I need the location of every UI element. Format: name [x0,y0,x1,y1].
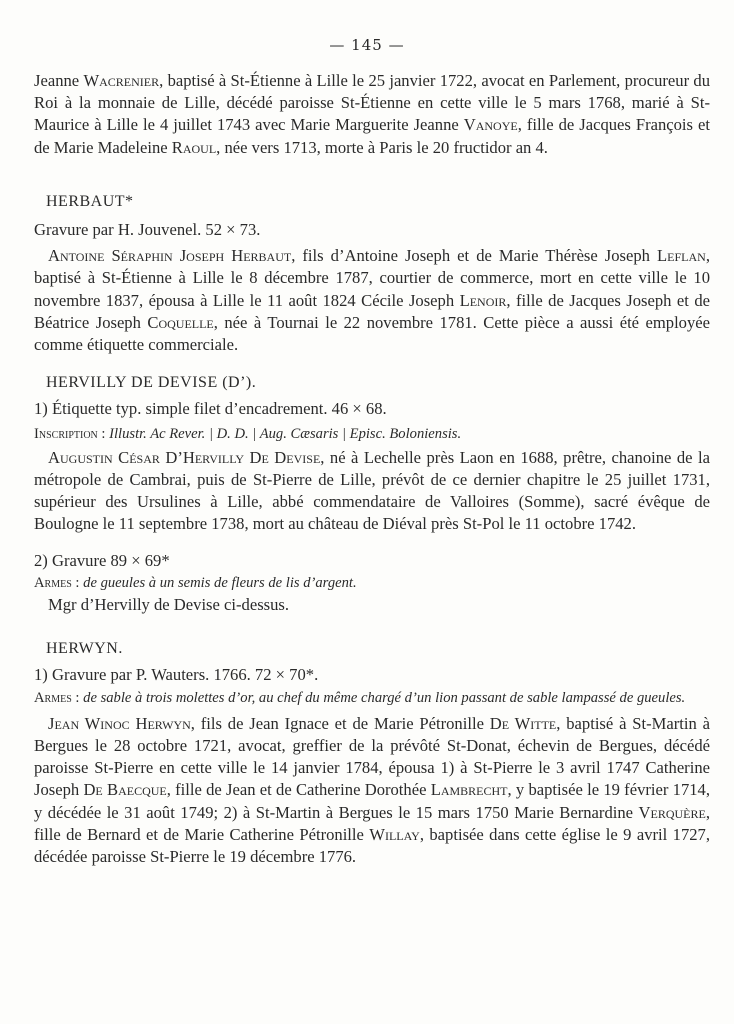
text-run: , baptisé à St-Étienne à Lille le 25 janvier 1722, avocat en Parlement, procureur du Roi à la monnaie de Lille, décédé paroisse St-Étienne en cette ville le 5 mars 1768, marié à St-Maurice à Lille le 4 juillet 1743 avec Marie Marguerite Jeanne [34,71,710,135]
surname: Leflan [657,246,706,266]
entry-heading-herbaut: HERBAUT* [46,192,134,210]
hervilly-item-1: 1) Étiquette typ. simple filet d’encadrement. 46 × 68. [34,399,387,419]
surname: Lenoir [459,290,507,310]
surname: De Baecque [83,780,167,800]
text-run: , fils de Jean Ignace et de Marie Pétronille [190,713,490,733]
herbaut-gravure: Gravure par H. Jouvenel. 52 × 73. [34,220,261,240]
surname: De Witte [489,713,557,733]
herbaut-biography [34,245,710,356]
text-run: , baptisée dans cette église le 9 avril 1727, décédée paroisse St-Pierre le 19 décembre 1776. [34,824,710,867]
text-run: , fils d’Antoine Joseph et de Marie Thérèse Joseph [291,246,658,266]
text-run: , fille de Bernard et de Marie Catherine Pétronille [34,802,710,844]
entry-heading-herwyn: HERWYN. [46,640,123,658]
separator: : [97,425,110,442]
text-run: , y baptisée le 19 février 1714, y décédée le 31 août 1749; 2) à St-Martin à Bergues le 15 mars 1750 Marie Bernardine [34,780,710,822]
hervilly-armes [34,572,710,594]
person-name: Jean Winoc Herwyn [48,713,191,733]
armes-text: de sable à trois molettes d’or, au chef du même chargé d’un lion passant de sable lampassé de gueules. [83,689,686,706]
herwyn-biography [34,713,710,868]
hervilly-biography [34,447,710,536]
text-run: , née vers 1713, morte à Paris le 20 fructidor an 4. [216,137,548,157]
hervilly-inscription [34,423,710,445]
surname: Verquère [638,802,706,822]
text-run: , née à Tournai le 22 novembre 1781. Cette pièce a aussi été employée comme étiquette commerciale. [34,312,711,355]
text-run: Jeanne [34,71,84,90]
separator: : [71,689,84,706]
text-run: , baptisé à St-Martin à Bergues le 28 octobre 1721, avocat, greffier de la prévôté St-Donat, échevin de Bergues, décédé paroisse St-Pierre en cette ville le 14 janvier 1784, épousa 1) à St-Pierre le 3 avril 1747 Catherine Joseph [34,713,710,800]
surname: Raoul [171,137,217,157]
page-content [34,70,710,868]
text-run: , fille de Jacques Joseph et de Béatrice Joseph [34,290,710,332]
surname: Lambrecht [430,780,508,800]
text-run: , né à Lechelle près Laon en 1688, prêtre, chanoine de la métropole de Cambrai, puis de St-Pierre de Lille, prévôt de ce dernier chapitre le 25 juillet 1731, supérieur des Ursulines à Lille, abbé commendataire de Valloires (Somme), sacré évêque de Boulogne le 11 septembre 1738, mort au château de Diéval près St-Pol le 11 octobre 1742. [34,447,710,534]
intro-paragraph [34,70,710,159]
surname: Vanoye [463,115,518,135]
surname: Coquelle [147,312,214,332]
person-name: Augustin César D’Hervilly De Devise [48,447,321,467]
surname: Willay [369,824,420,844]
text-run: , fille de Jean et de Catherine Dorothée [166,780,431,800]
herwyn-armes [34,687,710,709]
surname: Wacrenier [83,71,160,90]
text-run: , fille de Jacques François et de Marie Madeleine [34,115,710,157]
separator: : [71,574,84,591]
armes-label: Armes [34,574,72,591]
entry-heading-hervilly: HERVILLY DE DEVISE (D’). [46,374,257,392]
person-name: Antoine Séraphin Joseph Herbaut [48,246,292,266]
inscription-text: Illustr. Ac Rever. | D. D. | Aug. Cæsaris | Episc. Boloniensis. [109,425,462,442]
armes-label: Armes [34,689,72,706]
armes-text: de gueules à un semis de fleurs de lis d’argent. [83,574,357,591]
herwyn-item-1: 1) Gravure par P. Wauters. 1766. 72 × 70*. [34,665,319,685]
hervilly-note: Mgr d’Hervilly de Devise ci-dessus. [48,595,290,615]
page-number: — 145 — [329,36,405,54]
hervilly-item-2: 2) Gravure 89 × 69* [34,550,170,570]
text-run: , baptisé à St-Étienne à Lille le 8 décembre 1787, courtier de commerce, mort en cette ville le 10 novembre 1837, épousa à Lille le 11 août 1824 Cécile Joseph [34,246,710,310]
inscription-label: Inscription [34,425,98,442]
